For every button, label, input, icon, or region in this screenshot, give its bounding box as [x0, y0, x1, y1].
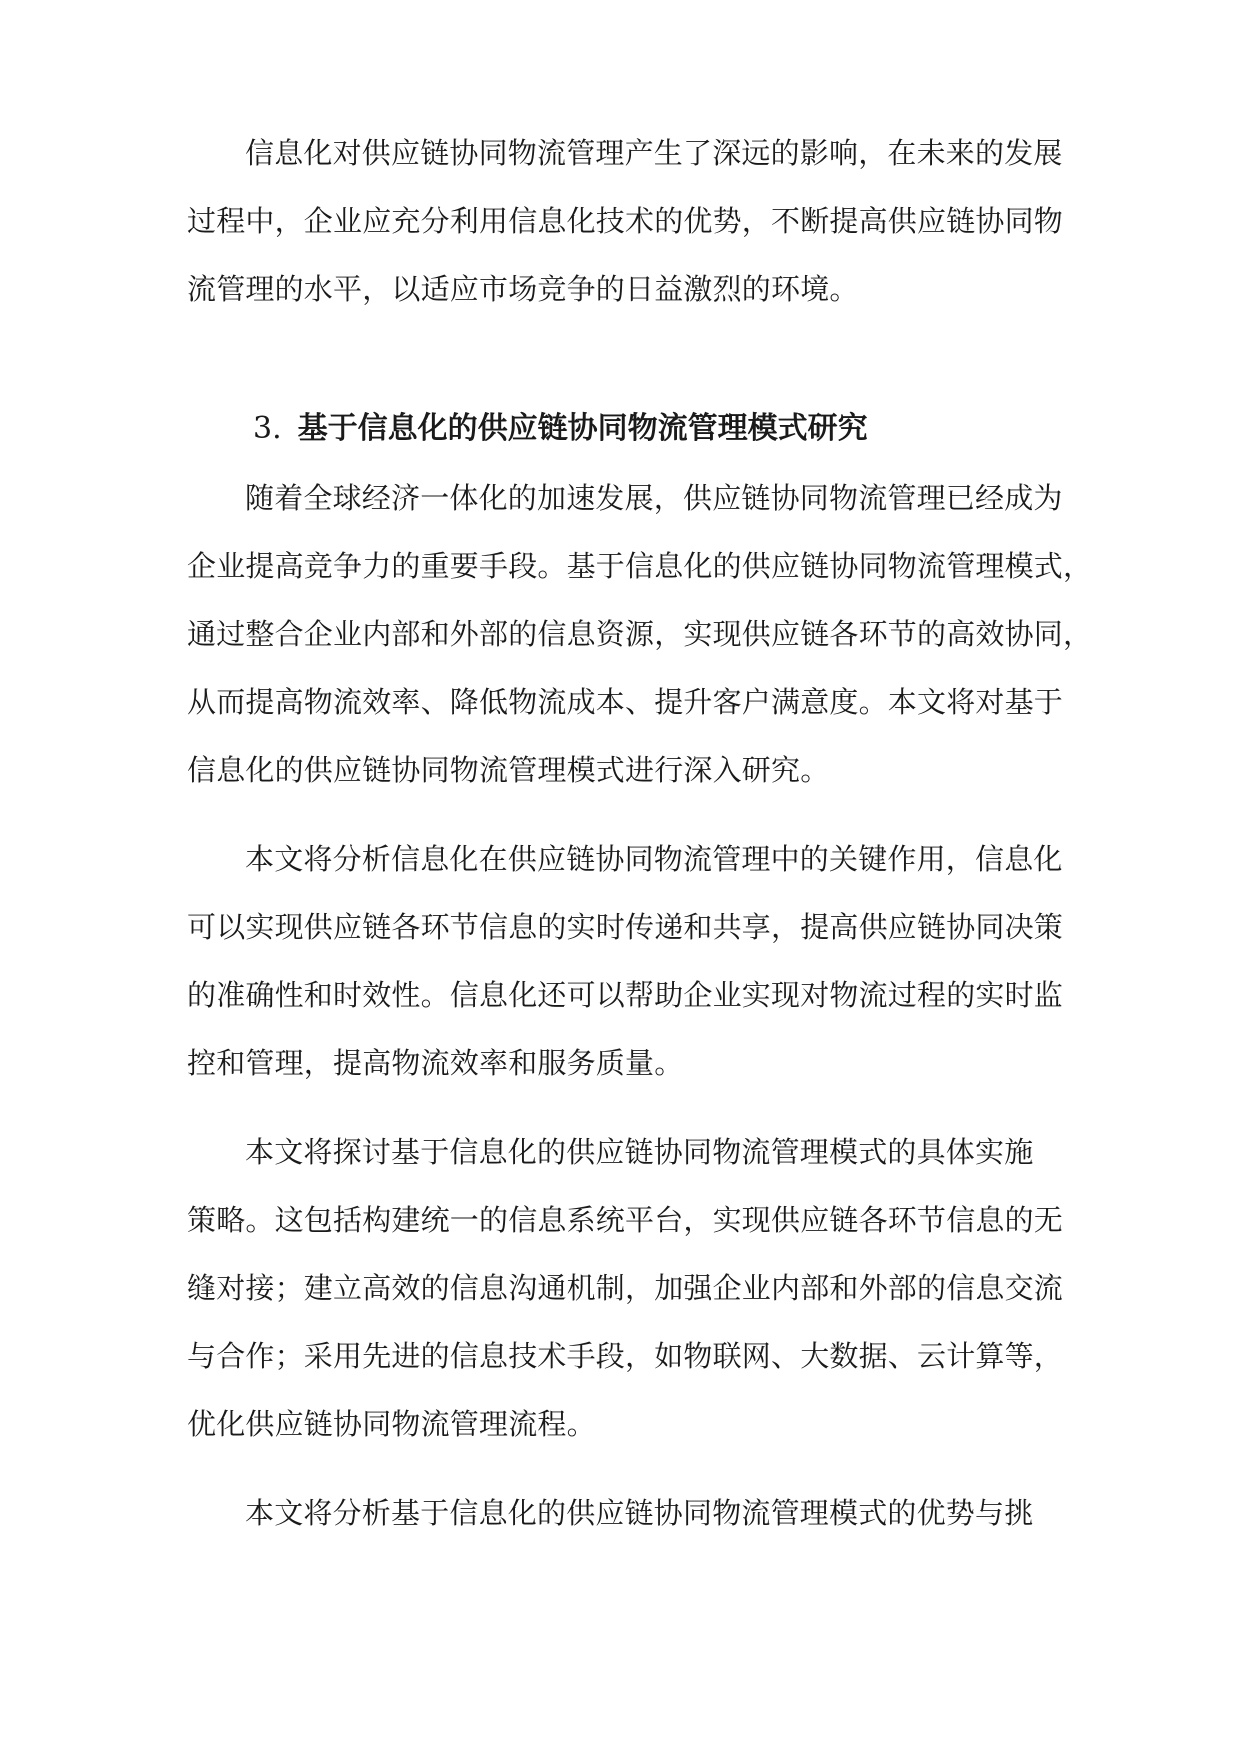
paragraph-line: 本文将探讨基于信息化的供应链协同物流管理模式的具体实施: [245, 1135, 1034, 1169]
paragraph-line: 可以实现供应链各环节信息的实时传递和共享，提高供应链协同决策: [187, 910, 1064, 944]
paragraph-line: 的准确性和时效性。信息化还可以帮助企业实现对物流过程的实时监: [187, 978, 1064, 1012]
paragraph-line: 流管理的水平，以适应市场竞争的日益激烈的环境。: [187, 272, 859, 306]
paragraph-line: 与合作；采用先进的信息技术手段，如物联网、大数据、云计算等，: [187, 1339, 1064, 1373]
section-heading: [253, 408, 868, 450]
paragraph-line: 企业提高竞争力的重要手段。基于信息化的供应链协同物流管理模式，: [187, 549, 1093, 583]
paragraph-line: 本文将分析信息化在供应链协同物流管理中的关键作用，信息化: [245, 842, 1063, 876]
paragraph-line: 控和管理，提高物流效率和服务质量。: [187, 1046, 684, 1080]
paragraph-line: 从而提高物流效率、降低物流成本、提升客户满意度。本文将对基于: [187, 685, 1064, 719]
paragraph-line: 信息化对供应链协同物流管理产生了深远的影响，在未来的发展: [245, 136, 1063, 170]
paragraph-line: 过程中，企业应充分利用信息化技术的优势，不断提高供应链协同物: [187, 204, 1064, 238]
paragraph-line: 通过整合企业内部和外部的信息资源，实现供应链各环节的高效协同，: [187, 617, 1093, 651]
paragraph-line: 策略。这包括构建统一的信息系统平台，实现供应链各环节信息的无: [187, 1203, 1064, 1237]
paragraph-line: 优化供应链协同物流管理流程。: [187, 1407, 596, 1441]
paragraph-line: 缝对接；建立高效的信息沟通机制，加强企业内部和外部的信息交流: [187, 1271, 1064, 1305]
section-number: 3.: [253, 411, 282, 446]
section-title: 基于信息化的供应链协同物流管理模式研究: [297, 411, 868, 446]
paragraph-line: 信息化的供应链协同物流管理模式进行深入研究。: [187, 753, 830, 787]
paragraph-line: 本文将分析基于信息化的供应链协同物流管理模式的优势与挑: [245, 1496, 1034, 1530]
paragraph-line: 随着全球经济一体化的加速发展，供应链协同物流管理已经成为: [245, 481, 1063, 515]
